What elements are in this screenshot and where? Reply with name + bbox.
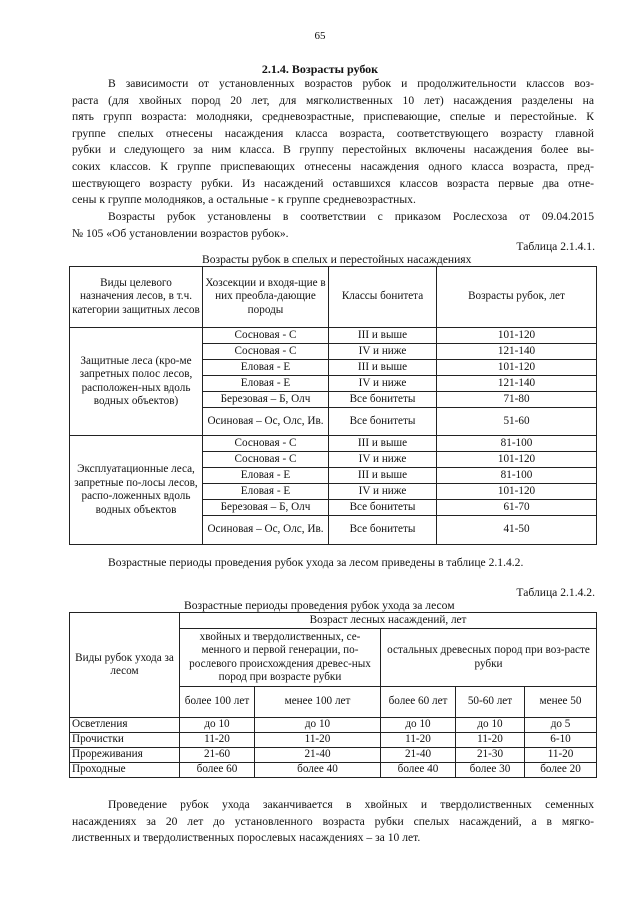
table-cell: до 10 [381, 718, 456, 733]
table-cell: 71-80 [437, 392, 597, 408]
final-paragraph [72, 797, 594, 847]
row-label: Прочистки [70, 733, 180, 748]
row-label: Осветления [70, 718, 180, 733]
table-cell: 21-40 [381, 748, 456, 763]
table-cell: более 60 [180, 763, 255, 778]
table-row [70, 718, 597, 733]
group-cell: Защитные леса (кро-ме запретных полос лесов, расположен-ных вдоль водных объектов) [70, 328, 203, 436]
table-cell: Сосновая - С [203, 452, 329, 468]
table-cell: 81-100 [437, 468, 597, 484]
table-cell: Еловая - Е [203, 468, 329, 484]
table-row [70, 763, 597, 778]
table-cell: 51-60 [437, 408, 597, 436]
table-cell: Осиновая – Ос, Олс, Ив. [203, 516, 329, 545]
table-cell: Осиновая – Ос, Олс, Ив. [203, 408, 329, 436]
table-cell: Еловая - Е [203, 360, 329, 376]
table-row [70, 733, 597, 748]
header-cell: Хозсекции и входя-щие в них преобла-дающие породы [203, 267, 329, 328]
table-cell: 41-50 [437, 516, 597, 545]
table-cell: 11-20 [180, 733, 255, 748]
table-cell: IV и ниже [329, 484, 437, 500]
table-cell: III и выше [329, 328, 437, 344]
section-title: 2.1.4. Возрасты рубок [261, 62, 379, 76]
text-line: Проведение рубок ухода заканчивается в хвойных и твердолиственных семенных [108, 798, 594, 811]
table-cell: 101-120 [437, 452, 597, 468]
table-cell: 11-20 [525, 748, 597, 763]
table-cell: до 10 [456, 718, 525, 733]
header-cell: остальных древесных пород при воз-расте рубки [381, 629, 597, 687]
table-row [70, 436, 597, 452]
text-line: № 105 «Об установлении возрастов рубок». [72, 226, 289, 240]
table-header-row [70, 267, 597, 328]
table-cell: 11-20 [381, 733, 456, 748]
text-line: шествующего возрасту рубки. Из насаждений оставшихся классов возраста первые два отне- [72, 176, 594, 190]
table-cell: до 10 [180, 718, 255, 733]
table-cell: 21-40 [255, 748, 381, 763]
table-cell: 61-70 [437, 500, 597, 516]
table-cell: Березовая – Б, Олч [203, 500, 329, 516]
text-line: пять групп возраста: молодняки, средневозрастные, приспевающие, спелые и перестойные. К [72, 110, 594, 124]
table-cell: 6-10 [525, 733, 597, 748]
table-cell: Еловая - Е [203, 484, 329, 500]
text-line: Возрастные периоды проведения рубок ухода за лесом приведены в таблице 2.1.4.2. [108, 556, 524, 569]
table-cell: 11-20 [255, 733, 381, 748]
text-line: В зависимости от установленных возрастов рубок и продолжительности классов воз- [108, 77, 594, 90]
table-row [70, 328, 597, 344]
table-cell: 101-120 [437, 328, 597, 344]
table-cell: Сосновая - С [203, 344, 329, 360]
text-line: группе спелых отнесены насаждения класса возраста, соответствующего возрасту главной [72, 126, 594, 140]
table-row [70, 748, 597, 763]
table-cell: 21-60 [180, 748, 255, 763]
text-line: раста (для хвойных пород 20 лет, для мягколиственных 10 лет) насаждения разделены на [72, 93, 594, 107]
header-cell: 50-60 лет [456, 687, 525, 718]
header-cell: более 60 лет [381, 687, 456, 718]
text-line: насаждениях за 20 лет до установленного возраста рубки спелых насаждений, а в мягко- [72, 814, 594, 828]
row-label: Прореживания [70, 748, 180, 763]
table-cell: III и выше [329, 436, 437, 452]
table-cell: 101-120 [437, 484, 597, 500]
table-cell: более 40 [255, 763, 381, 778]
table-cell: до 10 [255, 718, 381, 733]
row-label: Проходные [70, 763, 180, 778]
table-cell: IV и ниже [329, 376, 437, 392]
table-cell: Еловая - Е [203, 376, 329, 392]
text-line: лиственных и твердолиственных порослевых насаждениях – за 10 лет. [72, 831, 421, 845]
table-cell: 81-100 [437, 436, 597, 452]
paragraph-order [72, 209, 594, 242]
text-line: Возрасты рубок установлены в соответствии с приказом Рослесхоза от 09.04.2015 [108, 210, 594, 223]
table-cell: до 5 [525, 718, 597, 733]
page-number: 65 [314, 30, 326, 42]
header-cell: хвойных и твердолиственных, се-менного и первой генерации, по-рослевого происхождения древес-ных пород при возрасте рубки [180, 629, 381, 687]
text-line: сены к группе молодняков, а остальные - к группе средневозрастных. [72, 193, 416, 207]
table-cell: более 30 [456, 763, 525, 778]
group-cell: Эксплуатационные леса, запретные по-лосы лесов, распо-ложенных вдоль водных объектов [70, 436, 203, 545]
paragraph-age-groups [72, 76, 594, 209]
header-cell: Виды рубок ухода за лесом [70, 613, 180, 718]
table2-label: Таблица 2.1.4.2. [516, 586, 595, 599]
table-cell: Все бонитеты [329, 392, 437, 408]
table-cell: Все бонитеты [329, 500, 437, 516]
table-cell: Все бонитеты [329, 516, 437, 545]
table1-label: Таблица 2.1.4.1. [516, 240, 595, 253]
table-cell: 11-20 [456, 733, 525, 748]
table-cell: IV и ниже [329, 344, 437, 360]
table-cell: III и выше [329, 360, 437, 376]
header-cell: Классы бонитета [329, 267, 437, 328]
table-cell: III и выше [329, 468, 437, 484]
text-line: соких классов. К группе приспевающих отнесены насаждения одного класса возраста, пред- [72, 159, 594, 173]
table-header-row [70, 613, 597, 629]
header-cell: менее 50 [525, 687, 597, 718]
mid-paragraph [72, 555, 594, 572]
table-cell: Сосновая - С [203, 328, 329, 344]
table-cell: Березовая – Б, Олч [203, 392, 329, 408]
text-line: рубки и следующего за ним класса. В группу перестойных включены насаждения более вы- [72, 143, 594, 157]
table-cell: более 40 [381, 763, 456, 778]
table-cell: 121-140 [437, 376, 597, 392]
table-cell: 121-140 [437, 344, 597, 360]
table2 [69, 612, 597, 778]
header-cell: Возраст лесных насаждений, лет [180, 613, 597, 629]
table-cell: Сосновая - С [203, 436, 329, 452]
header-cell: Виды целевого назначения лесов, в т.ч. категории защитных лесов [70, 267, 203, 328]
header-cell: Возрасты рубок, лет [437, 267, 597, 328]
table1-title: Возрасты рубок в спелых и перестойных насаждениях [202, 253, 472, 266]
header-cell: более 100 лет [180, 687, 255, 718]
table-cell: IV и ниже [329, 452, 437, 468]
header-cell: менее 100 лет [255, 687, 381, 718]
table-cell: 21-30 [456, 748, 525, 763]
table-cell: Все бонитеты [329, 408, 437, 436]
table1 [69, 266, 597, 545]
table2-title: Возрастные периоды проведения рубок ухода за лесом [184, 599, 455, 612]
table-cell: более 20 [525, 763, 597, 778]
table-cell: 101-120 [437, 360, 597, 376]
